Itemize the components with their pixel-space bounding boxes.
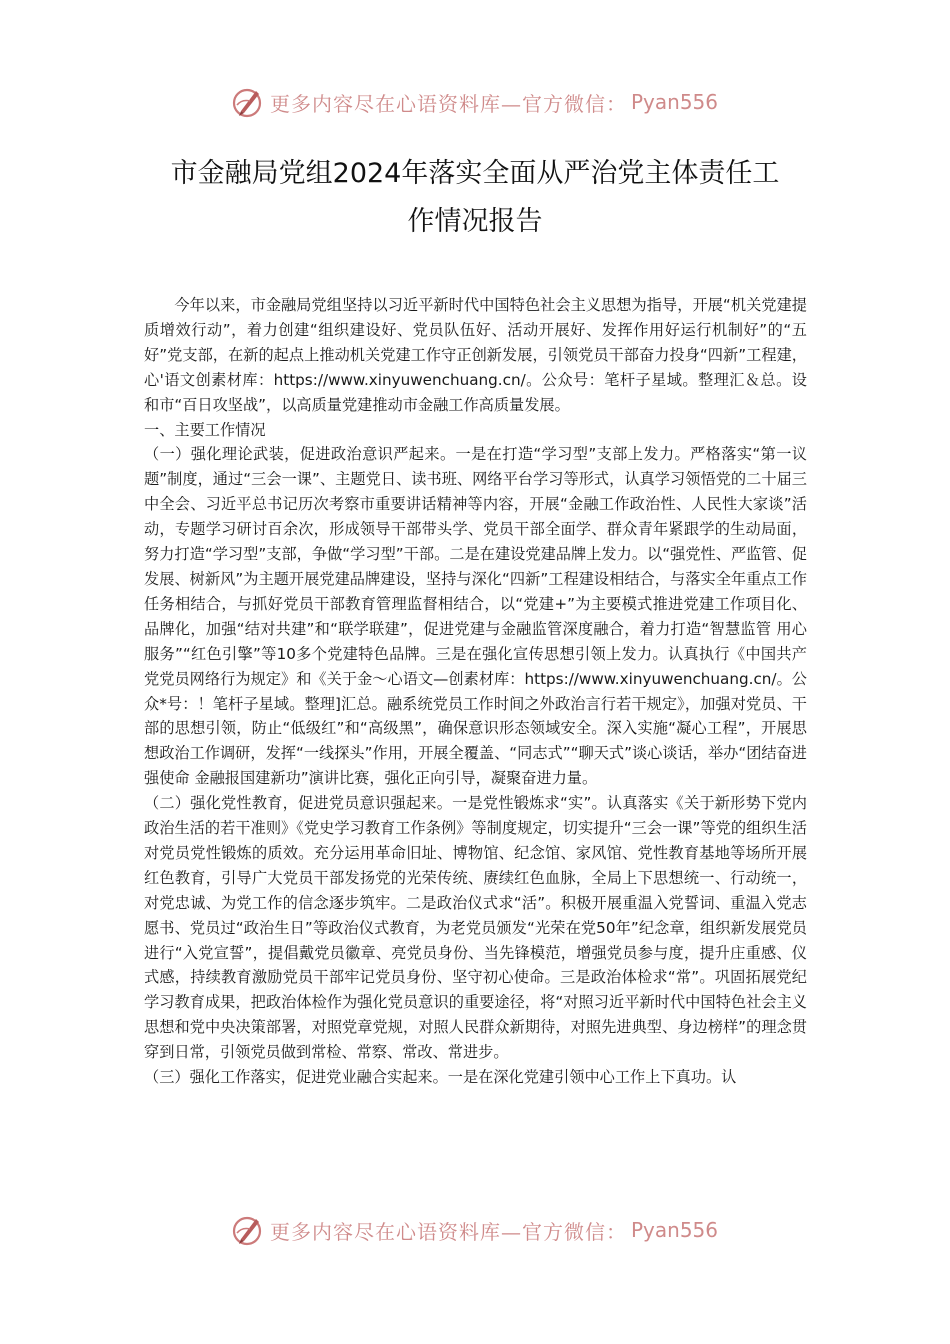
watermark-text: 更多内容尽在心语资料库—官方微信： xyxy=(269,1219,627,1244)
section-heading: 一、主要工作情况 xyxy=(144,420,266,439)
pen-calligraphy-icon xyxy=(232,1213,266,1247)
document-title xyxy=(120,150,830,246)
wechat-account: Pyan556 xyxy=(630,90,718,114)
wechat-account: Pyan556 xyxy=(630,1218,718,1242)
title-line-2: 作情况报告 xyxy=(407,206,543,237)
paragraph-3: （三）强化工作落实，促进党业融合实起来。一是在深化党建引领中心工作上下真功。认 xyxy=(144,1068,737,1087)
paragraph-2: （二）强化党性教育，促进党员意识强起来。一是党性锻炼求“实”。认真落实《关于新形势下党内政治生活的若干准则》《党史学习教育工作条例》等制度规定，切实提升“三会一课”等党的组织生活对党员党性锻炼的质效。充分运用革命旧址、博物馆、纪念馆、家风馆、党性教育基地等场所开展红色教育，引导广大党员干部发扬党的光荣传统、赓续红色血脉，全局上下思想统一、行动统一，对党忠诚、为党工作的信念逐步筑牢。二是政治仪式求“活”。积极开展重温入党誓词、重温入党志愿书、党员过“政治生日”等政治仪式教育，为老党员颁发“光荣在党50年”纪念章，组织新发展党员进行“入党宣誓”，提倡戴党员徽章、亮党员身份、当先锋模范，增强党员参与度，提升庄重感、仪式感，持续教育激励党员干部牢记党员身份、坚守初心使命。三是政治体检求“常”。巩固拓展党纪学习教育成果，把政治体检作为强化党员意识的重要途径，将“对照习近平新时代中国特色社会主义思想和党中央决策部署，对照党章党规，对照人民群众新期待，对照先进典型、身边榜样”的理念贯穿到日常，引领党员做到常检、常察、常改、常进步。 xyxy=(144,794,807,1062)
watermark-text: 更多内容尽在心语资料库—官方微信： xyxy=(269,91,627,116)
document-body xyxy=(144,293,807,1090)
title-line-1: 市金融局党组2024年落实全面从严治党主体责任工 xyxy=(170,158,780,189)
header-watermark-banner xyxy=(0,82,950,122)
intro-paragraph: 今年以来，市金融局党组坚持以习近平新时代中国特色社会主义思想为指导，开展“机关党建提质增效行动”，着力创建“组织建设好、党员队伍好、活动开展好、发挥作用好运行机制好”的“五好”党支部，在新的起点上推动机关党建工作守正创新发展，引领党员干部奋力投身“四新”工程建，心'语文创素材库：https://www.xinyuwenchuang.cn/。公众号：笔杆子星域。整理汇＆总。设和市“百日攻坚战”，以高质量党建推动市金融工作高质量发展。 xyxy=(144,296,807,414)
footer-watermark-banner xyxy=(0,1210,950,1250)
paragraph-1: （一）强化理论武装，促进政治意识严起来。一是在打造“学习型”支部上发力。严格落实“第一议题”制度，通过“三会一课”、主题党日、读书班、网络平台学习等形式，认真学习领悟党的二十届三中全会、习近平总书记历次考察市重要讲话精神等内容，开展“金融工作政治性、人民性大家谈”活动，专题学习研讨百余次，形成领导干部带头学、党员干部全面学、群众青年紧跟学的生动局面，努力打造“学习型”支部，争做“学习型”干部。二是在建设党建品牌上发力。以“强党性、严监管、促发展、树新风”为主题开展党建品牌建设，坚持与深化“四新”工程建设相结合，与落实全年重点工作任务相结合，与抓好党员干部教育管理监督相结合，以“党建+”为主要模式推进党建工作项目化、品牌化，加强“结对共建”和“联学联建”，促进党建与金融监管深度融合，着力打造“智慧监管 用心服务”“红色引擎”等10多个党建特色品牌。三是在强化宣传思想引领上发力。认真执行《中国共产党党员网络行为规定》和《关于金～心语文—创素材库：https://www.xinyuwenchuang.cn/。公众*号：！笔杆子星域。整理]汇总。融系统党员工作时间之外政治言行若干规定》，加强对党员、干部的思想引领，防止“低级红”和“高级黑”，确保意识形态领域安全。深入实施“凝心工程”，开展思想政治工作调研，发挥“一线探头”作用，开展全覆盖、“同志式”“聊天式”谈心谈话，举办“团结奋进强使命 金融报国建新功”演讲比赛，强化正向引导，凝聚奋进力量。 xyxy=(144,445,807,788)
pen-calligraphy-icon xyxy=(232,85,266,119)
